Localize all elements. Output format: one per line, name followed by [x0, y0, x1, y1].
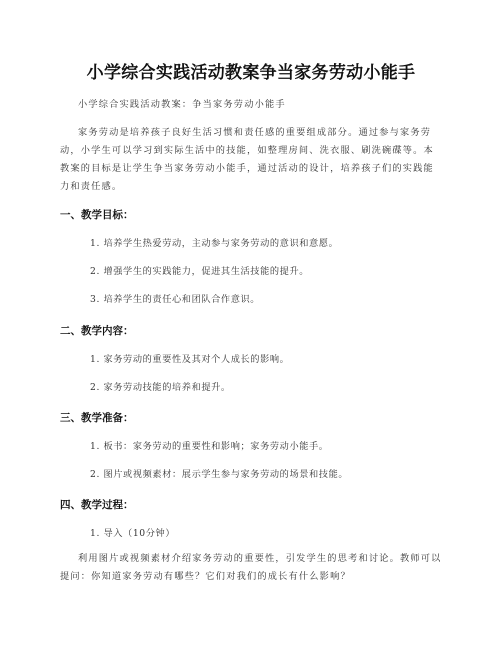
intro-paragraph: 家务劳动是培养孩子良好生活习惯和责任感的重要组成部分。通过参与家务劳动，小学生可以学习到实际生活中的技能，如整理房间、洗衣服、刷洗碗碟等。本教案的目标是让学生争当家务劳动小能手，通过活动的设计，培养孩子们的实践能力和责任感。	[60, 127, 434, 192]
list-item: 2. 增强学生的实践能力，促进其生活技能的提升。	[90, 266, 310, 277]
list-item: 1. 导入（10分钟）	[90, 528, 176, 539]
subtitle-line: 小学综合实践活动教案：争当家务劳动小能手	[78, 99, 286, 110]
list-item: 2. 家务劳动技能的培养和提升。	[90, 382, 231, 393]
section-heading-preparation: 三、教学准备：	[60, 412, 134, 424]
document-title: 小学综合实践活动教案争当家务劳动小能手	[86, 63, 416, 83]
list-item: 1. 板书：家务劳动的重要性和影响；家务劳动小能手。	[90, 441, 329, 452]
section-heading-content: 二、教学内容：	[60, 325, 134, 337]
list-item: 3. 培养学生的责任心和团队合作意识。	[90, 294, 261, 305]
section-heading-objectives: 一、教学目标：	[60, 209, 134, 221]
list-item: 1. 培养学生热爱劳动，主动参与家务劳动的意识和意愿。	[90, 238, 339, 249]
process-paragraph: 利用图片或视频素材介绍家务劳动的重要性，引发学生的思考和讨论。教师可以提问：你知道家务劳动有哪些？它们对我们的成长有什么影响？	[60, 553, 442, 582]
section-heading-process: 四、教学过程：	[60, 499, 134, 511]
list-item: 2. 图片或视频素材：展示学生参与家务劳动的场景和技能。	[90, 469, 349, 480]
list-item: 1. 家务劳动的重要性及其对个人成长的影响。	[90, 354, 290, 365]
